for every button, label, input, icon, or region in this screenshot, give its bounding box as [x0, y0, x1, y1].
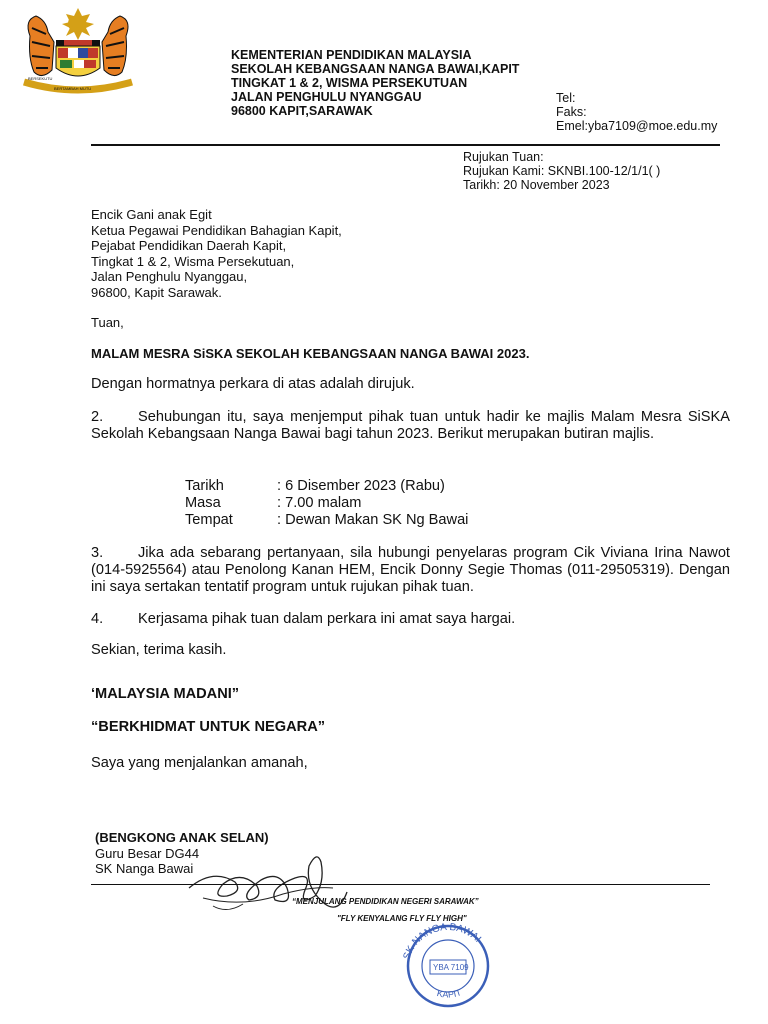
recipient-line: 96800, Kapit Sarawak. [91, 284, 222, 300]
tel-label: Tel: [556, 91, 576, 105]
footer-slogan: “MENJULANG PENDIDIKAN NEGERI SARAWAK” [292, 897, 479, 906]
closing: Sekian, terima kasih. [91, 642, 227, 658]
detail-label: Masa [185, 495, 221, 511]
coat-of-arms-logo [16, 6, 140, 98]
paragraph-3 [91, 545, 730, 596]
address-line-3: 96800 KAPIT,SARAWAK [231, 104, 373, 118]
subject-line: MALAM MESRA SiSKA SEKOLAH KEBANGSAAN NANGA BAWAI 2023. [91, 346, 530, 361]
detail-value: : 7.00 malam [277, 495, 362, 511]
paragraph-text: Sehubungan itu, saya menjemput pihak tuan untuk hadir ke majlis Malam Mesra SiSKA Sekolah Kebangsaan Nanga Bawai bagi tahun 2023. Berikut merupakan butiran majlis. [91, 409, 730, 442]
stamp-bottom-text: KAPIT [435, 987, 463, 1000]
paragraph-2 [91, 409, 730, 443]
address-line-2: JALAN PENGHULU NYANGGAU [231, 90, 422, 104]
detail-value: : Dewan Makan SK Ng Bawai [277, 512, 469, 528]
recipient-line: Ketua Pegawai Pendidikan Bahagian Kapit, [91, 222, 342, 238]
recipient-line: Tingkat 1 & 2, Wisma Persekutuan, [91, 253, 295, 269]
rujukan-tuan: Rujukan Tuan: [463, 150, 544, 164]
paragraph-number: 3. [91, 545, 104, 561]
detail-row [185, 512, 468, 529]
paragraph-text: Kerjasama pihak tuan dalam perkara ini amat saya hargai. [138, 611, 516, 627]
detail-row [185, 478, 468, 495]
paragraph-4 [91, 611, 730, 628]
signatory-title: Guru Besar DG44 [95, 845, 200, 861]
address-line-1: TINGKAT 1 & 2, WISMA PERSEKUTUAN [231, 76, 468, 90]
school-name: SEKOLAH KEBANGSAAN NANGA BAWAI,KAPIT [231, 62, 520, 76]
signatory-name: (BENGKONG ANAK SELAN) [95, 830, 269, 845]
detail-row [185, 495, 468, 512]
recipient-address [91, 207, 342, 301]
paragraph-number: 2. [91, 409, 104, 425]
detail-label: Tarikh [185, 478, 224, 494]
footer-tagline: "FLY KENYALANG FLY FLY HIGH" [337, 914, 467, 923]
fax-label: Faks: [556, 105, 587, 119]
salutation: Tuan, [91, 315, 124, 330]
signatory-school: SK Nanga Bawai [95, 861, 194, 876]
paragraph-text: Jika ada sebarang pertanyaan, sila hubungi penyelaras program Cik Viviana Irina Nawot (014-5925564) atau Penolong Kanan HEM, Encik Donny Segie Thomas (011-29505319). Dengan ini saya sertakan tentatif program untuk rujukan pihak tuan. [91, 545, 730, 595]
contact-info [556, 91, 717, 133]
email-text: Emel:yba7109@moe.edu.my [556, 119, 718, 133]
detail-label: Tempat [185, 512, 233, 528]
recipient-line: Encik Gani anak Egit [91, 207, 212, 222]
letterhead [231, 48, 519, 118]
stamp-ring-text: SK NANGA BAWAI [401, 921, 483, 962]
paragraph-number: 4. [91, 611, 104, 627]
event-details [185, 478, 468, 529]
motto-malaysia-madani: ‘MALAYSIA MADANI” [91, 686, 240, 702]
recipient-line: Pejabat Pendidikan Daerah Kapit, [91, 238, 287, 254]
detail-value: : 6 Disember 2023 (Rabu) [277, 478, 445, 494]
crest-caption-left: BERSEKUTU [28, 76, 53, 81]
header-divider [91, 144, 720, 146]
paragraph-1: Dengan hormatnya perkara di atas adalah dirujuk. [91, 376, 415, 392]
crest-caption-bottom: BERTAMBAH MUTU [54, 86, 92, 91]
letter-date: Tarikh: 20 November 2023 [463, 178, 610, 192]
footer-divider [91, 884, 710, 885]
school-stamp [386, 920, 510, 1008]
stamp-code: YBA 7109 [433, 963, 469, 972]
ministry-name: KEMENTERIAN PENDIDIKAN MALAYSIA [231, 48, 472, 62]
reference-block [463, 150, 660, 192]
rujukan-kami: Rujukan Kami: SKNBI.100-12/1/1( ) [463, 164, 661, 178]
amanah-line: Saya yang menjalankan amanah, [91, 755, 308, 771]
motto-berkhidmat: “BERKHIDMAT UNTUK NEGARA” [91, 719, 326, 735]
recipient-line: Jalan Penghulu Nyanggau, [91, 269, 248, 285]
